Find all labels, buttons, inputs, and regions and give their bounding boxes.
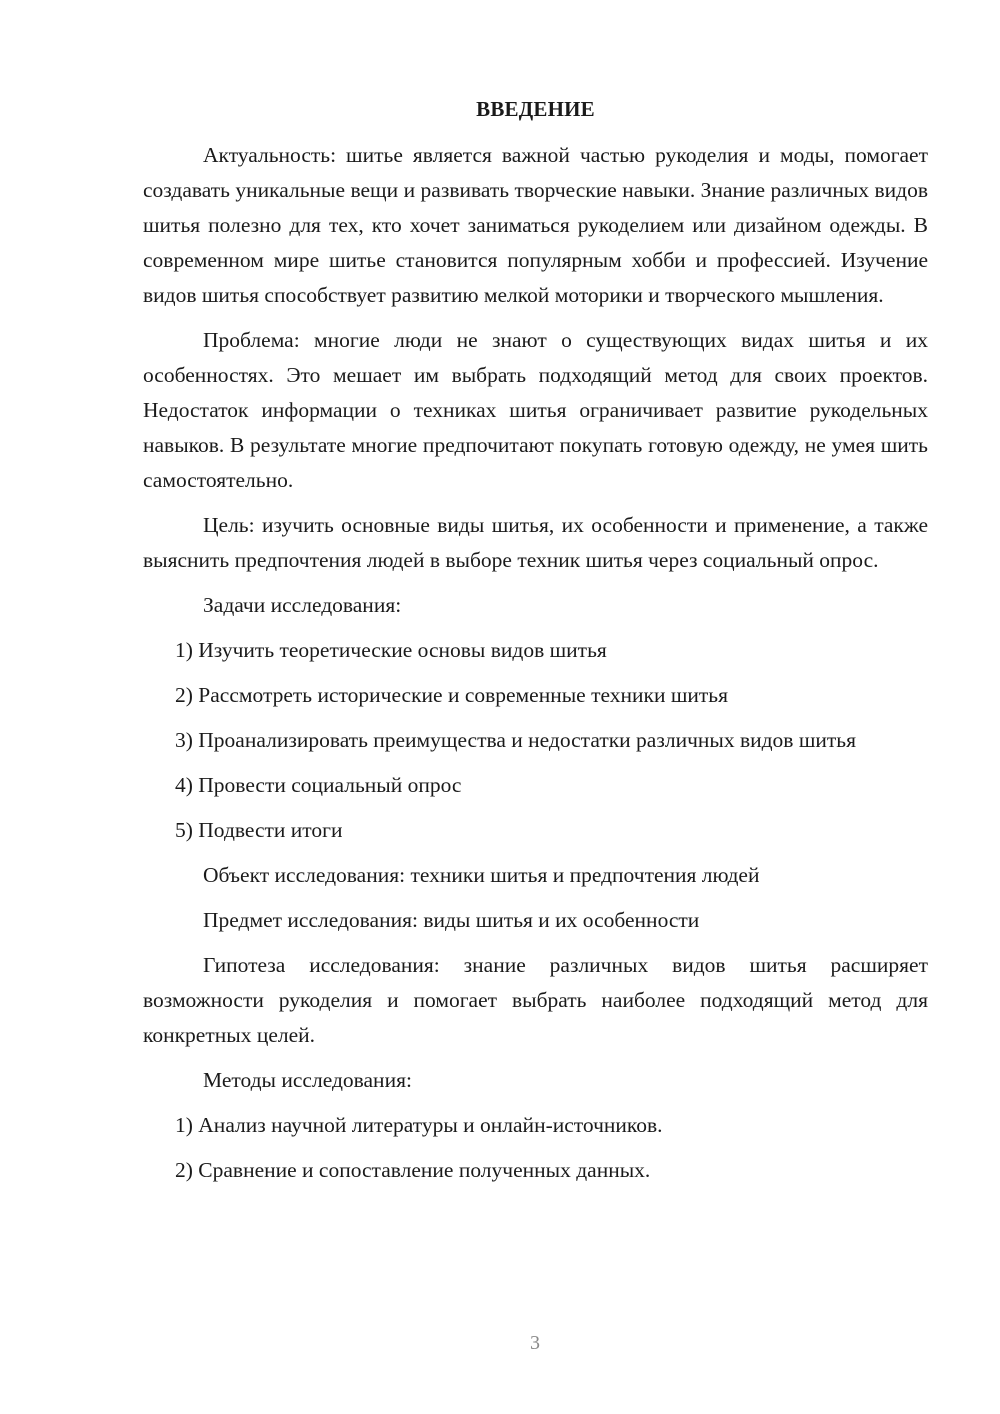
task-item-1: 1) Изучить теоретические основы видов шитья: [175, 638, 607, 662]
task-item-4: 4) Провести социальный опрос: [175, 773, 462, 797]
tasks-heading: Задачи исследования:: [203, 593, 402, 617]
goal-paragraph: Цель: изучить основные виды шитья, их особенности и применение, а также выяснить предпочтения людей в выборе техник шитья через социальный опрос.: [143, 513, 928, 572]
method-item-2: 2) Сравнение и сопоставление полученных данных.: [175, 1158, 651, 1182]
method-item-1: 1) Анализ научной литературы и онлайн-источников.: [175, 1113, 663, 1137]
task-item-3: 3) Проанализировать преимущества и недостатки различных видов шитья: [175, 728, 856, 752]
methods-heading: Методы исследования:: [203, 1068, 412, 1092]
hypothesis-paragraph: Гипотеза исследования: знание различных видов шитья расширяет возможности рукоделия и помогает выбрать наиболее подходящий метод для конкретных целей.: [143, 953, 928, 1047]
subject-paragraph: Предмет исследования: виды шитья и их особенности: [203, 908, 700, 932]
task-item-5: 5) Подвести итоги: [175, 818, 343, 842]
page-content: [143, 92, 928, 1198]
page-title: ВВЕДЕНИЕ: [476, 97, 595, 121]
relevance-paragraph: Актуальность: шитье является важной частью рукоделия и моды, помогает создавать уникальные вещи и развивать творческие навыки. Знание различных видов шитья полезно для тех, кто хочет заниматься рукоделием или дизайном одежды. В современном мире шитье становится популярным хобби и профессией. Изучение видов шитья способствует развитию мелкой моторики и творческого мышления.: [143, 143, 928, 307]
object-paragraph: Объект исследования: техники шитья и предпочтения людей: [203, 863, 760, 887]
page-number: 3: [530, 1332, 540, 1354]
problem-paragraph: Проблема: многие люди не знают о существующих видах шитья и их особенностях. Это мешает им выбрать подходящий метод для своих проектов. Недостаток информации о техниках шитья ограничивает развитие рукодельных навыков. В результате многие предпочитают покупать готовую одежду, не умея шить самостоятельно.: [143, 328, 928, 492]
task-item-2: 2) Рассмотреть исторические и современные техники шитья: [175, 683, 728, 707]
